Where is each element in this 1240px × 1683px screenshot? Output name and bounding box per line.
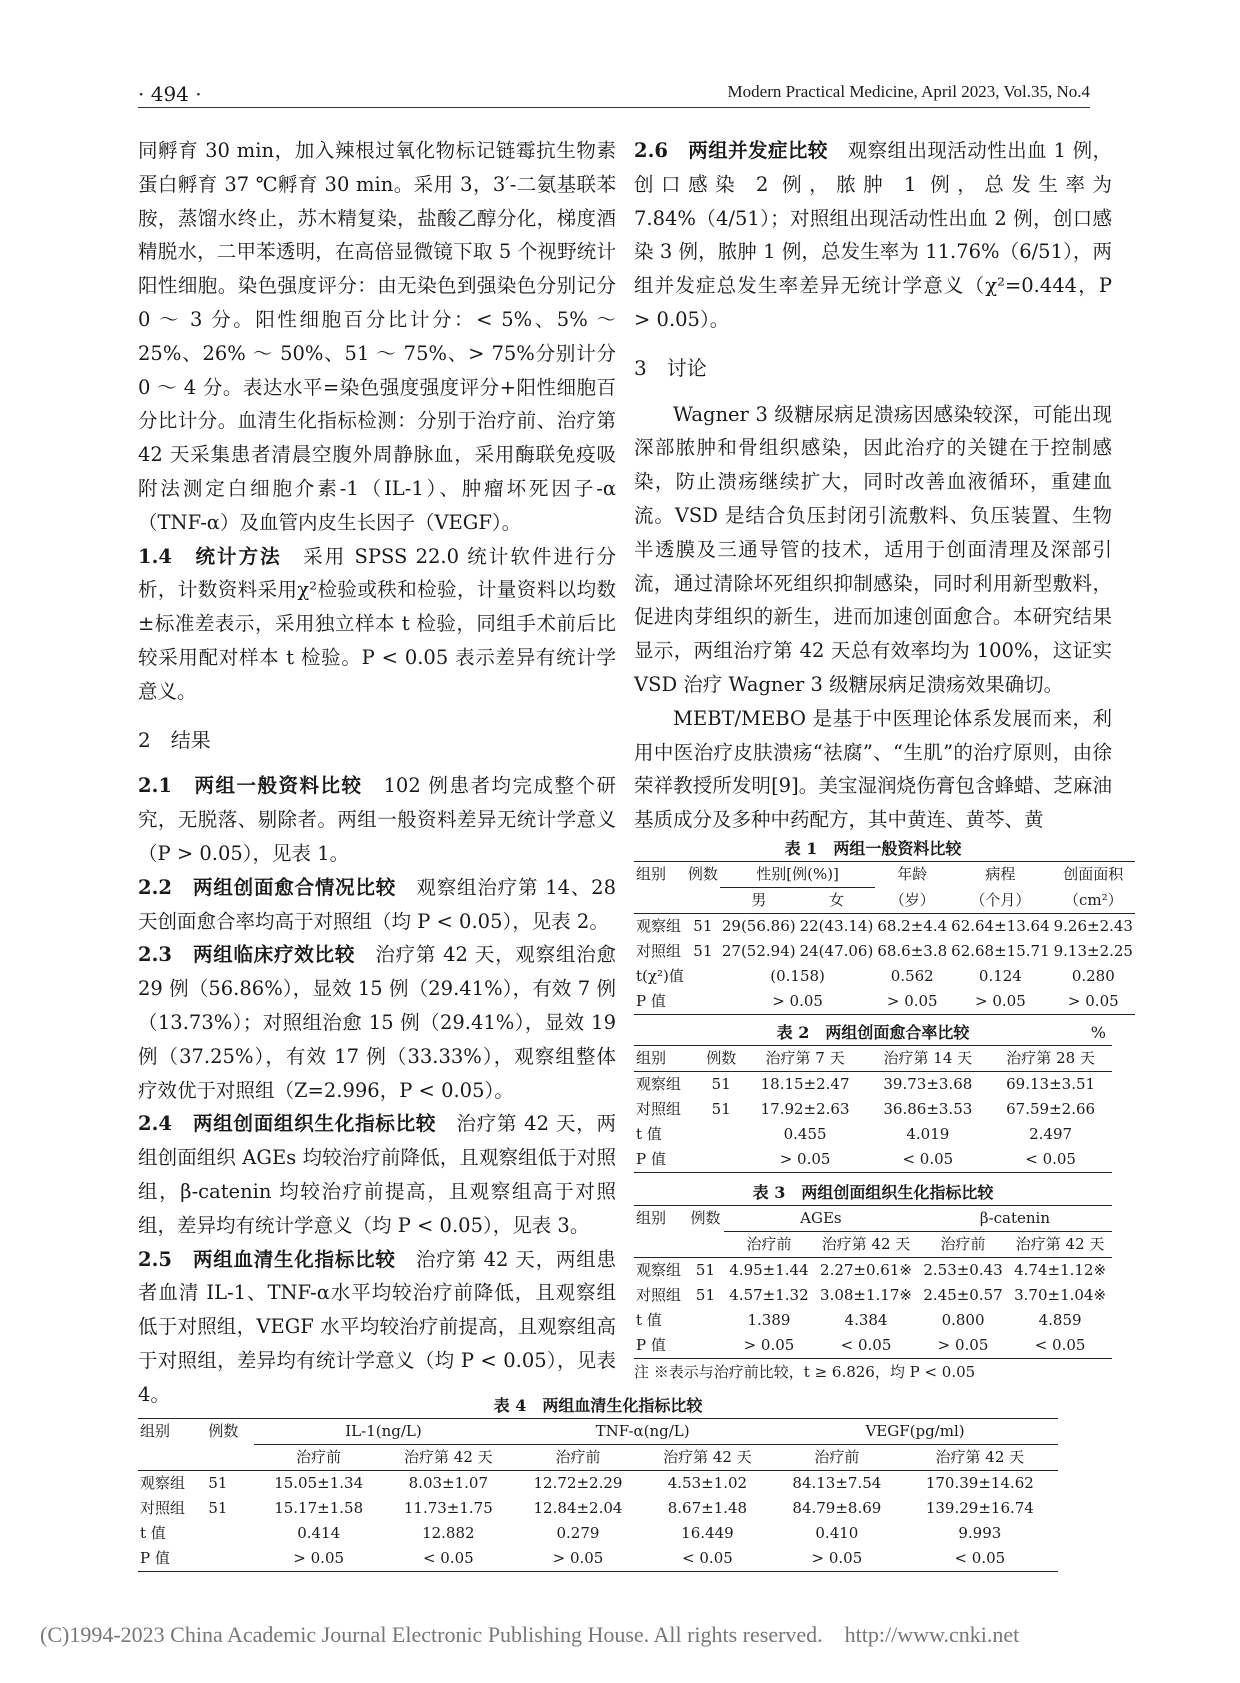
table-2 bbox=[634, 1045, 1112, 1173]
cell: 2.27±0.61※ bbox=[814, 1257, 918, 1283]
cell: t 值 bbox=[636, 1310, 662, 1329]
table-row bbox=[634, 913, 1135, 939]
left-column bbox=[138, 134, 616, 1411]
cell: 4.53±1.02 bbox=[643, 1471, 772, 1497]
cell: < 0.05 bbox=[866, 1147, 989, 1173]
table-row bbox=[634, 964, 1135, 989]
cell: t(χ²)值 bbox=[636, 966, 684, 985]
table-1 bbox=[634, 861, 1135, 1015]
cell: 观察组 bbox=[634, 913, 686, 939]
th-n: 例数 bbox=[687, 1205, 724, 1231]
th-il1: IL-1(ng/L) bbox=[254, 1419, 513, 1445]
th-area: 创面面积 bbox=[1052, 861, 1135, 887]
cell: 39.73±3.68 bbox=[866, 1071, 989, 1097]
cell: 51 bbox=[206, 1471, 253, 1497]
section-title: 2.1 两组一般资料比较 bbox=[138, 774, 363, 798]
cell: 69.13±3.51 bbox=[989, 1071, 1112, 1097]
cell: 观察组 bbox=[634, 1071, 699, 1097]
th-post: 治疗第 42 天 bbox=[935, 1448, 1025, 1466]
cell: 3.08±1.17※ bbox=[820, 1285, 912, 1304]
cell: 8.67±1.48 bbox=[667, 1499, 748, 1517]
cell: > 0.05 bbox=[724, 1333, 814, 1359]
cell: < 0.05 bbox=[643, 1546, 772, 1572]
th-pre: 治疗前 bbox=[940, 1234, 986, 1253]
cell: 观察组 bbox=[634, 1257, 687, 1283]
th-group: 组别 bbox=[634, 861, 686, 887]
cell: 15.05±1.34 bbox=[254, 1471, 384, 1497]
cell: P 值 bbox=[634, 1333, 687, 1359]
table-4 bbox=[138, 1418, 1058, 1572]
paragraph: Wagner 3 级糖尿病足溃疡因感染较深，可能出现深部脓肿和骨组织感染，因此治疗的关键在于控制感染，防止溃疡继续扩大，同时改善血液循环，重建血流。VSD 是结合负压封闭引流敷料、负压装置、生物半透膜及三通导管的技术，适用于创面清理及深部引流，通过清除坏死组织抑制感染，同时利用新型敷料，促进肉芽组织的新生，进而加速创面愈合。本研究结果显示，两组治疗第 42 天总有效率均为 100%，这证实 VSD 治疗 Wagner 3 级糖尿病足溃疡效果确切。 bbox=[634, 402, 1112, 696]
cell: 9.13±2.25 bbox=[1053, 941, 1133, 960]
th-day7: 治疗第 7 天 bbox=[744, 1045, 867, 1071]
table-row bbox=[634, 1071, 1112, 1097]
cell: > 0.05 bbox=[875, 989, 949, 1015]
table-row bbox=[138, 1521, 1058, 1546]
section-2-3 bbox=[138, 938, 616, 1107]
cell: 0.280 bbox=[1071, 966, 1115, 985]
cell: 62.64±13.64 bbox=[949, 913, 1051, 939]
th-pre: 治疗前 bbox=[555, 1448, 601, 1466]
header-rule bbox=[138, 107, 1090, 108]
th-post: 治疗第 42 天 bbox=[1015, 1234, 1105, 1253]
th-course-unit: （个月） bbox=[970, 890, 1031, 909]
cell: 11.73±1.75 bbox=[403, 1499, 493, 1517]
cell: P 值 bbox=[634, 1147, 699, 1173]
table-3-caption: 表 3 两组创面组织生化指标比较 bbox=[752, 1182, 994, 1202]
section-title: 2.3 两组临床疗效比较 bbox=[138, 943, 356, 967]
th-day28: 治疗第 28 天 bbox=[989, 1045, 1112, 1071]
section-2-2 bbox=[138, 871, 616, 939]
section-title: 2.2 两组创面愈合情况比较 bbox=[138, 875, 397, 899]
cell: 170.39±14.62 bbox=[902, 1471, 1058, 1497]
cell: 1.389 bbox=[747, 1310, 791, 1329]
cell: 0.455 bbox=[783, 1124, 827, 1143]
cell: 22(43.14) bbox=[798, 913, 876, 939]
caption-unit: % bbox=[1090, 1022, 1106, 1042]
cell: 51 bbox=[695, 1285, 715, 1304]
table-4-block bbox=[138, 1394, 1058, 1572]
cell: 4.74±1.12※ bbox=[1008, 1257, 1112, 1283]
th-group: 组别 bbox=[634, 1045, 699, 1071]
th-sex: 性别[例(%)] bbox=[720, 861, 875, 887]
cell: 16.449 bbox=[681, 1524, 734, 1542]
cell: 对照组 bbox=[636, 1285, 682, 1304]
cell: 62.68±15.71 bbox=[951, 941, 1050, 960]
cell: 68.2±4.4 bbox=[875, 913, 949, 939]
cell: 9.993 bbox=[958, 1524, 1002, 1542]
th-day14: 治疗第 14 天 bbox=[866, 1045, 989, 1071]
cell: t 值 bbox=[636, 1124, 662, 1143]
cell: < 0.05 bbox=[989, 1147, 1112, 1173]
th-pre: 治疗前 bbox=[814, 1448, 860, 1466]
cell: 12.72±2.29 bbox=[513, 1471, 643, 1497]
th-tnf: TNF-α(ng/L) bbox=[513, 1419, 772, 1445]
section-text: 治疗第 42 天，两组患者血清 IL-1、TNF-α水平均较治疗前降低，且观察组低于对照组，VEGF 水平均较治疗前提高，且观察组高于对照组，差异均有统计学意义（均 P < 0.05），见表 4。 bbox=[138, 1247, 616, 1406]
th-pre: 治疗前 bbox=[296, 1448, 342, 1466]
section-text: 观察组治疗第 14、28 天创面愈合率均高于对照组（均 P < 0.05），见表 2。 bbox=[138, 875, 616, 933]
section-text: 治疗第 42 天，两组创面组织 AGEs 均较治疗前降低，且观察组低于对照组，β-catenin 均较治疗前提高，且观察组高于对照组，差异均有统计学意义（均 P < 0.05），见表 3。 bbox=[138, 1112, 616, 1237]
table-row bbox=[138, 1471, 1058, 1497]
cell: > 0.05 bbox=[254, 1546, 384, 1572]
cell: P 值 bbox=[634, 989, 686, 1015]
cell: 0.414 bbox=[297, 1524, 341, 1542]
cell: 18.15±2.47 bbox=[744, 1071, 867, 1097]
cell: 0.562 bbox=[890, 966, 934, 985]
caption-text: 表 2 两组创面愈合率比较 bbox=[776, 1022, 970, 1042]
table-row bbox=[634, 939, 1135, 964]
th-n: 例数 bbox=[699, 1045, 744, 1071]
cell: 2.53±0.43 bbox=[918, 1257, 1008, 1283]
cell: 12.84±2.04 bbox=[533, 1499, 623, 1517]
section-2-6 bbox=[634, 134, 1112, 337]
cell: > 0.05 bbox=[772, 1546, 902, 1572]
cell: 0.410 bbox=[815, 1524, 859, 1542]
cell: 8.03±1.07 bbox=[384, 1471, 514, 1497]
cell: 0.279 bbox=[556, 1524, 600, 1542]
cell: t 值 bbox=[140, 1524, 166, 1542]
section-title: 2.4 两组创面组织生化指标比较 bbox=[138, 1112, 437, 1136]
table-row bbox=[634, 989, 1135, 1015]
cell: 84.79±8.69 bbox=[792, 1499, 882, 1517]
th-n: 例数 bbox=[686, 861, 720, 887]
table-2-caption bbox=[634, 1021, 1112, 1045]
th-post: 治疗第 42 天 bbox=[821, 1234, 911, 1253]
th-group: 组别 bbox=[138, 1419, 206, 1445]
cell: > 0.05 bbox=[513, 1546, 643, 1572]
table-row bbox=[634, 1147, 1112, 1173]
cell: 4.384 bbox=[844, 1310, 888, 1329]
table-row bbox=[634, 1333, 1112, 1359]
table-1-caption: 表 1 两组一般资料比较 bbox=[784, 838, 962, 858]
cell: > 0.05 bbox=[918, 1333, 1008, 1359]
th-area-unit: （cm²） bbox=[1063, 890, 1123, 909]
cell: > 0.05 bbox=[744, 1147, 867, 1173]
cell: 12.882 bbox=[422, 1524, 475, 1542]
cell: < 0.05 bbox=[384, 1546, 514, 1572]
th-female: 女 bbox=[828, 890, 844, 909]
cell: 4.019 bbox=[906, 1124, 950, 1143]
paragraph: 同孵育 30 min，加入辣根过氧化物标记链霉抗生物素蛋白孵育 37 ℃孵育 30 min。采用 3，3′-二氨基联苯胺，蒸馏水终止，苏木精复染，盐酸乙醇分化，梯度酒精脱水，二甲苯透明，在高倍显微镜下取 5 个视野统计阳性细胞。染色强度评分：由无染色到强染色分别记分 0 ～ 3 分。阳性细胞百分比计分：< 5%、5% ～ 25%、26% ～ 50%、51 ～ 75%、> 75%分别计分 0 ～ 4 分。表达水平=染色强度强度评分+阳性细胞百分比计分。血清生化指标检测：分别于治疗前、治疗第 42 天采集患者清晨空腹外周静脉血，采用酶联免疫吸附法测定白细胞介素-1（IL-1）、肿瘤坏死因子-α（TNF-α）及血管内皮生长因子（VEGF）。 bbox=[138, 139, 616, 534]
cell: 4.859 bbox=[1038, 1310, 1082, 1329]
table-row bbox=[634, 1097, 1112, 1122]
cell: < 0.05 bbox=[902, 1546, 1058, 1572]
th-group: 组别 bbox=[634, 1205, 687, 1231]
cell: 2.45±0.57 bbox=[923, 1285, 1003, 1304]
section-title: 1.4 统计方法 bbox=[138, 544, 282, 568]
cell: 36.86±3.53 bbox=[883, 1099, 973, 1118]
th-ages: AGEs bbox=[724, 1205, 918, 1231]
cell: 3.70±1.04※ bbox=[1014, 1285, 1107, 1304]
cell: 51 bbox=[686, 913, 720, 939]
section-title: 2.6 两组并发症比较 bbox=[634, 139, 828, 162]
cell: 0.800 bbox=[941, 1310, 985, 1329]
journal-header: Modern Practical Medicine, April 2023, Vol.35, No.4 bbox=[727, 82, 1090, 101]
cell: 4.57±1.32 bbox=[729, 1285, 809, 1304]
th-post: 治疗第 42 天 bbox=[663, 1448, 752, 1466]
table-3 bbox=[634, 1205, 1112, 1359]
cell: > 0.05 bbox=[949, 989, 1051, 1015]
table-row bbox=[634, 1122, 1112, 1147]
cell: 9.26±2.43 bbox=[1052, 913, 1135, 939]
cell: > 0.05 bbox=[720, 989, 875, 1015]
th-post: 治疗第 42 天 bbox=[404, 1448, 493, 1466]
page-number: · 494 · bbox=[138, 82, 202, 106]
cell: 观察组 bbox=[138, 1471, 206, 1497]
cell: 139.29±16.74 bbox=[925, 1499, 1034, 1517]
section-2-5 bbox=[138, 1243, 616, 1412]
heading-discussion: 3 讨论 bbox=[634, 355, 707, 380]
table-3-note: 注 ※表示与治疗前比较，t ≥ 6.826，均 P < 0.05 bbox=[634, 1362, 976, 1381]
th-pre: 治疗前 bbox=[746, 1234, 792, 1253]
table-4-caption: 表 4 两组血清生化指标比较 bbox=[493, 1396, 703, 1415]
cell: 27(52.94) bbox=[721, 941, 796, 960]
section-2-1 bbox=[138, 769, 616, 870]
th-male: 男 bbox=[751, 890, 767, 909]
cell: 51 bbox=[693, 941, 713, 960]
cell: 84.13±7.54 bbox=[772, 1471, 902, 1497]
cell: > 0.05 bbox=[1052, 989, 1135, 1015]
cell: < 0.05 bbox=[814, 1333, 918, 1359]
table-row bbox=[634, 1308, 1112, 1333]
cell: < 0.05 bbox=[1008, 1333, 1112, 1359]
section-text: 102 例患者均完成整个研究，无脱落、剔除者。两组一般资料差异无统计学意义（P > 0.05），见表 1。 bbox=[138, 774, 616, 865]
cell: 51 bbox=[687, 1257, 724, 1283]
cell: 2.497 bbox=[1029, 1124, 1073, 1143]
cell: 0.124 bbox=[978, 966, 1022, 985]
cell: 对照组 bbox=[636, 941, 682, 960]
copyright-footer: (C)1994-2023 China Academic Journal Electronic Publishing House. All rights reserved. http://www.cnki.net bbox=[40, 1622, 1020, 1647]
cell: 68.6±3.8 bbox=[877, 941, 948, 960]
table-row bbox=[634, 1283, 1112, 1308]
section-text: 采用 SPSS 22.0 统计软件进行分析，计数资料采用χ²检验或秩和检验，计量资料以均数±标准差表示，采用独立样本 t 检验，同组手术前后比较采用配对样本 t 检验。P < 0.05 表示差异有统计学意义。 bbox=[138, 544, 616, 703]
paragraph: MEBT/MEBO 是基于中医理论体系发展而来，利用中医治疗皮肤溃疡“祛腐”、“生肌”的治疗原则，由徐荣祥教授所发明[9]。美宝湿润烧伤膏包含蜂蜡、芝麻油基质成分及多种中药配方，其中黄连、黄芩、黄 bbox=[634, 706, 1112, 832]
th-age-unit: （岁） bbox=[889, 890, 935, 909]
cell: 4.95±1.44 bbox=[724, 1257, 814, 1283]
cell: 24(47.06) bbox=[799, 941, 874, 960]
cell: 对照组 bbox=[636, 1099, 682, 1118]
cell: 67.59±2.66 bbox=[1006, 1099, 1096, 1118]
cell: 17.92±2.63 bbox=[760, 1099, 850, 1118]
cell: 对照组 bbox=[140, 1499, 186, 1517]
cell: 15.17±1.58 bbox=[274, 1499, 364, 1517]
cell: 51 bbox=[711, 1099, 731, 1118]
section-2-4 bbox=[138, 1107, 616, 1242]
th-age: 年龄 bbox=[875, 861, 949, 887]
right-column bbox=[634, 134, 1133, 1385]
cell: P 值 bbox=[138, 1546, 206, 1572]
section-1-4 bbox=[138, 540, 616, 709]
th-course: 病程 bbox=[949, 861, 1051, 887]
cell: 51 bbox=[699, 1071, 744, 1097]
heading-results: 2 结果 bbox=[138, 727, 211, 752]
cell: 29(56.86) bbox=[720, 913, 798, 939]
th-bcatenin: β-catenin bbox=[918, 1205, 1112, 1231]
table-row bbox=[138, 1496, 1058, 1521]
table-row bbox=[138, 1546, 1058, 1572]
section-text: 治疗第 42 天，观察组治愈 29 例（56.86%），显效 15 例（29.41%），有效 7 例（13.73%）；对照组治愈 15 例（29.41%），显效 19 例（37.25%），有效 17 例（33.33%），观察组整体疗效优于对照组（Z=2.996，P < 0.05）。 bbox=[138, 943, 616, 1102]
cell: (0.158) bbox=[770, 966, 825, 985]
cell: 51 bbox=[208, 1499, 228, 1517]
th-vegf: VEGF(pg/ml) bbox=[772, 1419, 1058, 1445]
th-n: 例数 bbox=[206, 1419, 253, 1445]
table-row bbox=[634, 1257, 1112, 1283]
section-title: 2.5 两组血清生化指标比较 bbox=[138, 1247, 396, 1271]
section-text: 观察组出现活动性出血 1 例，创口感染 2 例，脓肿 1 例，总发生率为 7.84%（4/51）；对照组出现活动性出血 2 例，创口感染 3 例，脓肿 1 例，总发生率为 11.76%（6/51），两组并发症总发生率差异无统计学意义（χ²=0.444，P > 0.05）。 bbox=[634, 139, 1112, 331]
